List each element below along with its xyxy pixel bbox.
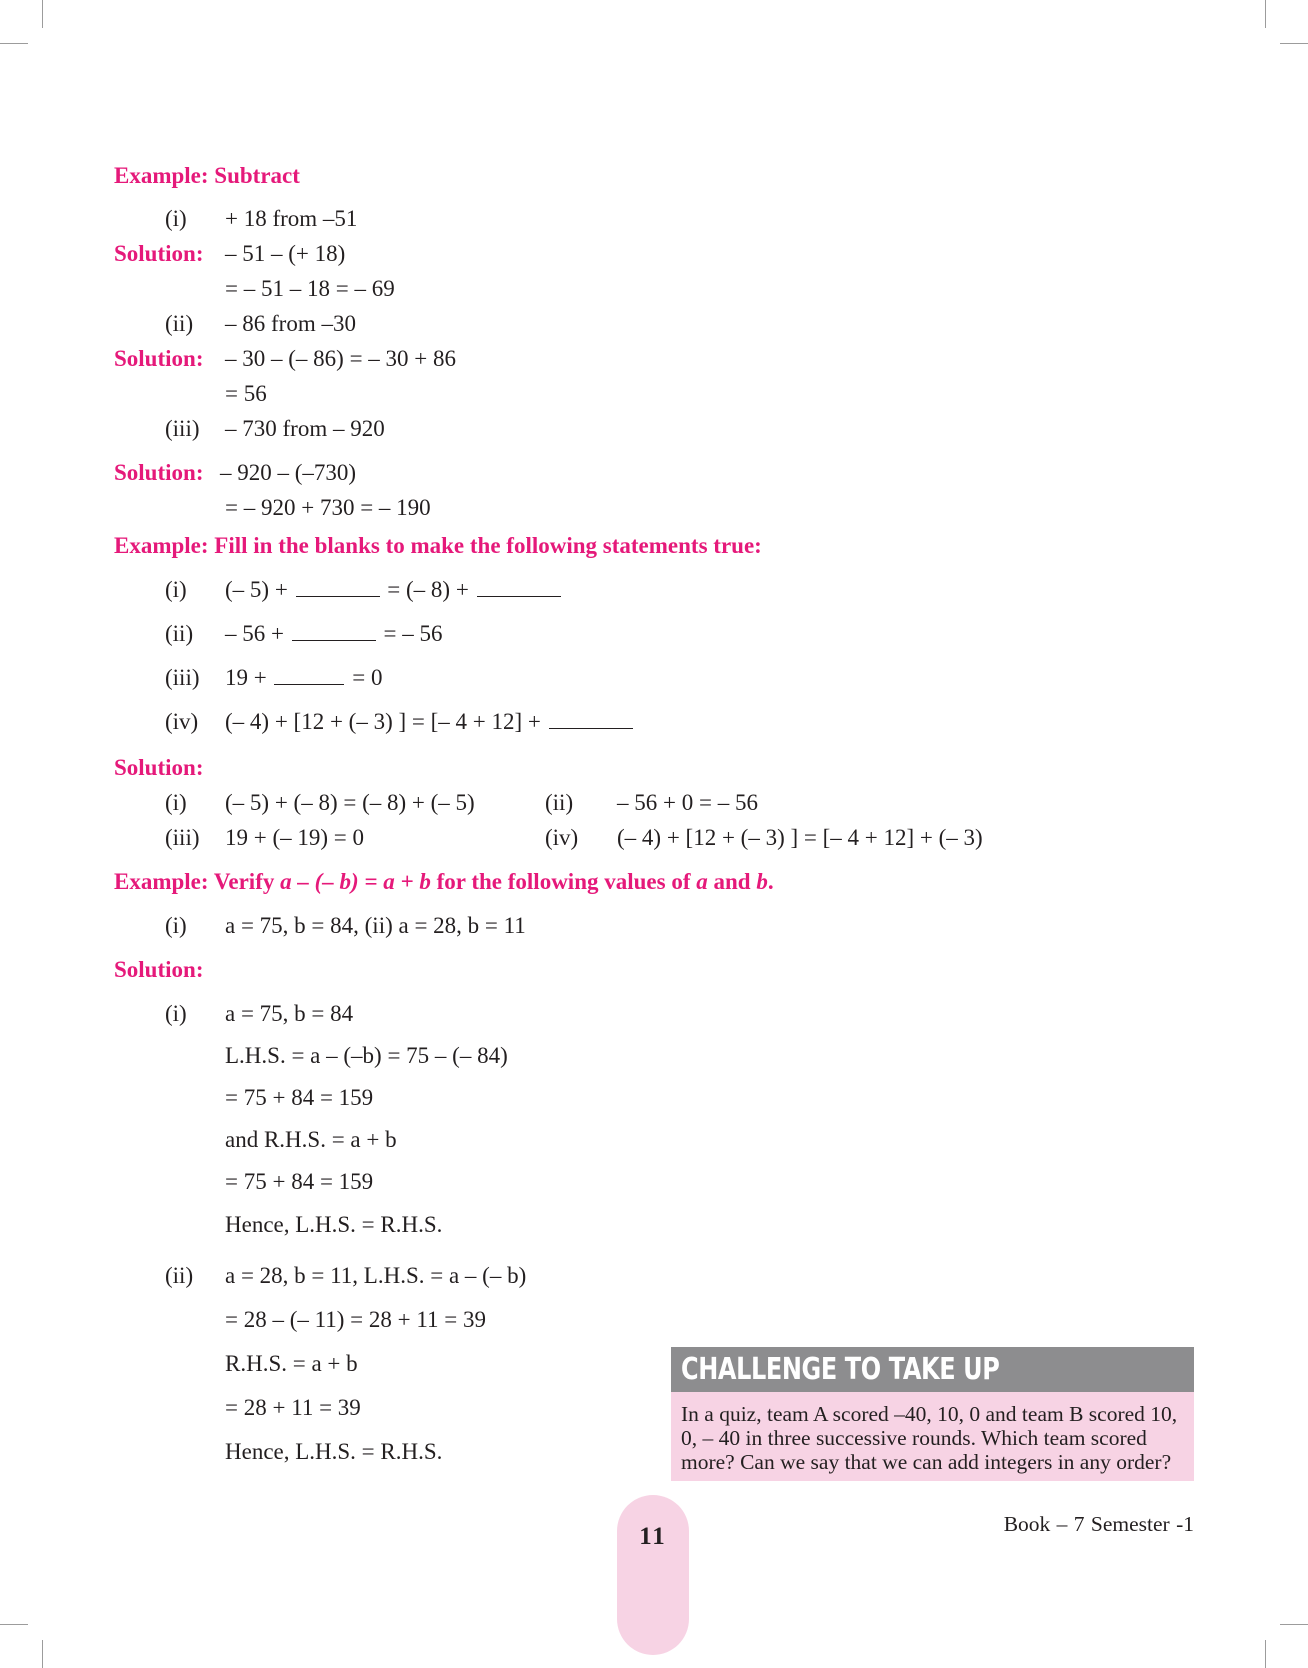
page-number: 11 <box>639 1523 667 1550</box>
crop-mark <box>0 43 28 44</box>
crop-mark <box>1280 1624 1308 1625</box>
solution-line: a = 28, b = 11, L.H.S. = a – (– b) <box>225 1263 527 1288</box>
blank-line <box>292 622 376 641</box>
solution-label: Solution: <box>114 957 204 982</box>
solution-line: = – 51 – 18 = – 69 <box>225 276 395 301</box>
challenge-text: In a quiz, team A scored –40, 10, 0 and team B scored 10, 0, – 40 in three successive rounds. Which team scored more? Can we say that we can add integers in any order? <box>681 1402 1178 1474</box>
solution-line: – 30 – (– 86) = – 30 + 86 <box>225 346 457 371</box>
item-text: + 18 from –51 <box>225 206 358 231</box>
page-number-tab <box>617 1495 689 1655</box>
solution-line: = 56 <box>225 381 267 406</box>
item-label: (ii) <box>545 790 574 815</box>
item-label: (ii) <box>165 1263 194 1288</box>
blank-statement: (– 5) + = (– 8) + <box>225 578 563 601</box>
solution-line: – 920 – (–730) <box>220 460 357 485</box>
solution-label: Solution: <box>114 755 204 780</box>
item-label: (i) <box>165 1001 187 1026</box>
solution-line: = 28 – (– 11) = 28 + 11 = 39 <box>225 1307 486 1332</box>
blank-statement: – 56 + = – 56 <box>225 621 443 646</box>
crop-mark <box>1265 1640 1266 1668</box>
solution-line: R.H.S. = a + b <box>225 1351 358 1376</box>
solution-label: Solution: <box>114 460 204 485</box>
item-text: – 730 from – 920 <box>225 416 385 441</box>
item-label: (ii) <box>165 621 194 646</box>
crop-mark <box>1265 0 1266 28</box>
solution-line: = 75 + 84 = 159 <box>225 1085 374 1110</box>
solution-label: Solution: <box>114 346 204 371</box>
example-heading: Example: Fill in the blanks to make the following statements true: <box>114 533 762 558</box>
solution-line: Hence, L.H.S. = R.H.S. <box>225 1439 443 1464</box>
crop-mark <box>0 1624 28 1625</box>
solution-line: = 28 + 11 = 39 <box>225 1395 361 1420</box>
blank-line <box>549 710 633 729</box>
blank-line <box>296 578 380 597</box>
footer-book-label: Book – 7 Semester -1 <box>1003 1512 1194 1536</box>
solution-line: a = 75, b = 84 <box>225 1001 354 1026</box>
item-label: (i) <box>165 206 187 231</box>
item-label: (i) <box>165 790 187 815</box>
item-text: – 86 from –30 <box>225 311 356 336</box>
example-heading: Example: Subtract <box>114 163 300 188</box>
solution-line: = – 920 + 730 = – 190 <box>225 495 431 520</box>
blank-statement: (– 4) + [12 + (– 3) ] = [– 4 + 12] + <box>225 710 635 733</box>
solution-line: and R.H.S. = a + b <box>225 1127 397 1152</box>
blank-line <box>274 666 344 685</box>
solution-line: Hence, L.H.S. = R.H.S. <box>225 1212 443 1237</box>
challenge-header <box>671 1347 1194 1392</box>
solution-line: – 51 – (+ 18) <box>225 241 346 266</box>
item-label: (i) <box>165 913 187 938</box>
solution-line: = 75 + 84 = 159 <box>225 1169 374 1194</box>
solution-line: – 56 + 0 = – 56 <box>617 790 758 815</box>
challenge-box <box>671 1347 1194 1481</box>
item-label: (iii) <box>165 416 200 441</box>
solution-line: (– 5) + (– 8) = (– 8) + (– 5) <box>225 790 475 815</box>
item-label: (iii) <box>165 825 200 850</box>
solution-line: L.H.S. = a – (–b) = 75 – (– 84) <box>225 1043 508 1068</box>
crop-mark <box>1280 43 1308 44</box>
solution-label: Solution: <box>114 241 204 266</box>
item-label: (iii) <box>165 665 200 690</box>
item-label: (iv) <box>165 709 199 734</box>
solution-line: 19 + (– 19) = 0 <box>225 825 365 850</box>
item-text: a = 75, b = 84, (ii) a = 28, b = 11 <box>225 913 526 938</box>
solution-line: (– 4) + [12 + (– 3) ] = [– 4 + 12] + (– 3) <box>617 825 983 850</box>
blank-line <box>477 578 561 597</box>
example-heading: Example: Verify a – (– b) = a + b for the following values of a and b. <box>114 869 774 894</box>
blank-statement: 19 + = 0 <box>225 665 383 690</box>
crop-mark <box>42 1640 43 1668</box>
item-label: (iv) <box>545 825 579 850</box>
crop-mark <box>42 0 43 28</box>
item-label: (ii) <box>165 311 194 336</box>
item-label: (i) <box>165 577 187 602</box>
challenge-title: CHALLENGE TO TAKE UP <box>681 1352 1000 1387</box>
